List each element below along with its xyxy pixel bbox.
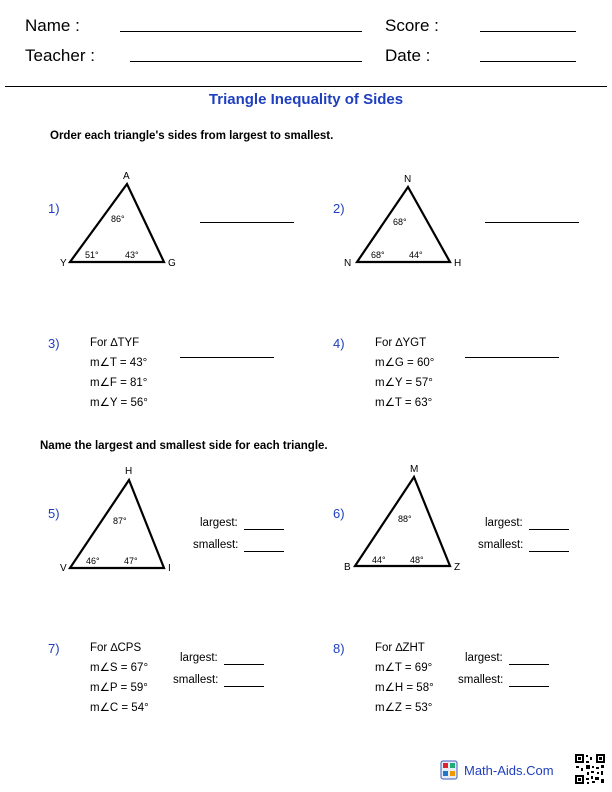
given-for: For ∆ZHT — [375, 642, 425, 654]
given-angle: m∠S = 67° — [90, 662, 149, 674]
given-angle: m∠Z = 53° — [375, 702, 433, 714]
angle-top: 86° — [111, 214, 125, 224]
vertex-left: V — [60, 563, 67, 574]
instruction-2: Name the largest and smallest side for each triangle. — [40, 440, 328, 452]
smallest-answer-q7[interactable] — [224, 686, 264, 687]
given-angle: m∠H = 58° — [375, 682, 434, 694]
angle-right: 44° — [409, 250, 423, 260]
question-number: 6) — [333, 506, 345, 521]
largest-label: largest: — [465, 652, 503, 664]
angle-top: 68° — [393, 217, 407, 227]
largest-answer-q8[interactable] — [509, 664, 549, 665]
given-angle: m∠T = 69° — [375, 662, 433, 674]
teacher-label: Teacher : — [25, 46, 95, 65]
smallest-label: smallest: — [193, 539, 239, 551]
given-angle: m∠Y = 57° — [375, 377, 433, 389]
vertex-left: Y — [60, 258, 67, 269]
vertex-top: N — [404, 174, 412, 185]
vertex-right: Z — [454, 562, 461, 573]
question-number: 8) — [333, 641, 345, 656]
vertex-right: I — [168, 563, 171, 574]
given-angle: m∠T = 63° — [375, 397, 433, 409]
angle-top: 88° — [398, 514, 412, 524]
qr-code-icon — [574, 753, 606, 785]
given-for: For ∆TYF — [90, 337, 140, 349]
given-angle: m∠F = 81° — [90, 377, 148, 389]
page-title: Triangle Inequality of Sides — [208, 91, 404, 108]
question-number: 1) — [48, 201, 60, 216]
angle-right: 43° — [125, 250, 139, 260]
vertex-left: B — [344, 562, 351, 573]
angle-top: 87° — [113, 516, 127, 526]
given-block-q7 — [90, 638, 149, 718]
question-number: 7) — [48, 641, 60, 656]
date-label: Date : — [385, 46, 431, 65]
smallest-label: smallest: — [458, 674, 504, 686]
given-angle: m∠C = 54° — [90, 702, 149, 714]
angle-left: 46° — [86, 556, 100, 566]
smallest-answer-q6[interactable] — [529, 551, 569, 552]
vertex-top: M — [410, 464, 419, 475]
brand-link[interactable]: Math-Aids.Com — [464, 763, 554, 778]
question-number: 2) — [333, 201, 345, 216]
vertex-top: H — [125, 466, 133, 477]
question-number: 5) — [48, 506, 60, 521]
angle-left: 51° — [85, 250, 99, 260]
largest-label: largest: — [200, 517, 238, 529]
given-angle: m∠G = 60° — [375, 357, 435, 369]
angle-left: 44° — [372, 555, 386, 565]
question-number: 4) — [333, 336, 345, 351]
largest-label: largest: — [180, 652, 218, 664]
given-angle: m∠Y = 56° — [90, 397, 148, 409]
question-number: 3) — [48, 336, 60, 351]
largest-answer-q7[interactable] — [224, 664, 264, 665]
given-for: For ∆YGT — [375, 337, 427, 349]
largest-label: largest: — [485, 517, 523, 529]
angle-right: 48° — [410, 555, 424, 565]
angle-right: 47° — [124, 556, 138, 566]
smallest-label: smallest: — [478, 539, 524, 551]
given-block-q8 — [375, 638, 434, 718]
smallest-answer-q8[interactable] — [509, 686, 549, 687]
vertex-right: H — [454, 258, 462, 269]
angle-left: 68° — [371, 250, 385, 260]
instruction-1: Order each triangle's sides from largest to smallest. — [50, 130, 334, 142]
given-angle: m∠T = 43° — [90, 357, 148, 369]
smallest-label: smallest: — [173, 674, 219, 686]
given-angle: m∠P = 59° — [90, 682, 148, 694]
score-label: Score : — [385, 16, 439, 35]
given-for: For ∆CPS — [90, 642, 142, 654]
vertex-top: A — [123, 171, 130, 182]
largest-answer-q6[interactable] — [529, 529, 569, 530]
name-label: Name : — [25, 16, 80, 35]
vertex-right: G — [168, 258, 176, 269]
calculator-icon — [440, 760, 458, 780]
vertex-left: N — [344, 258, 352, 269]
